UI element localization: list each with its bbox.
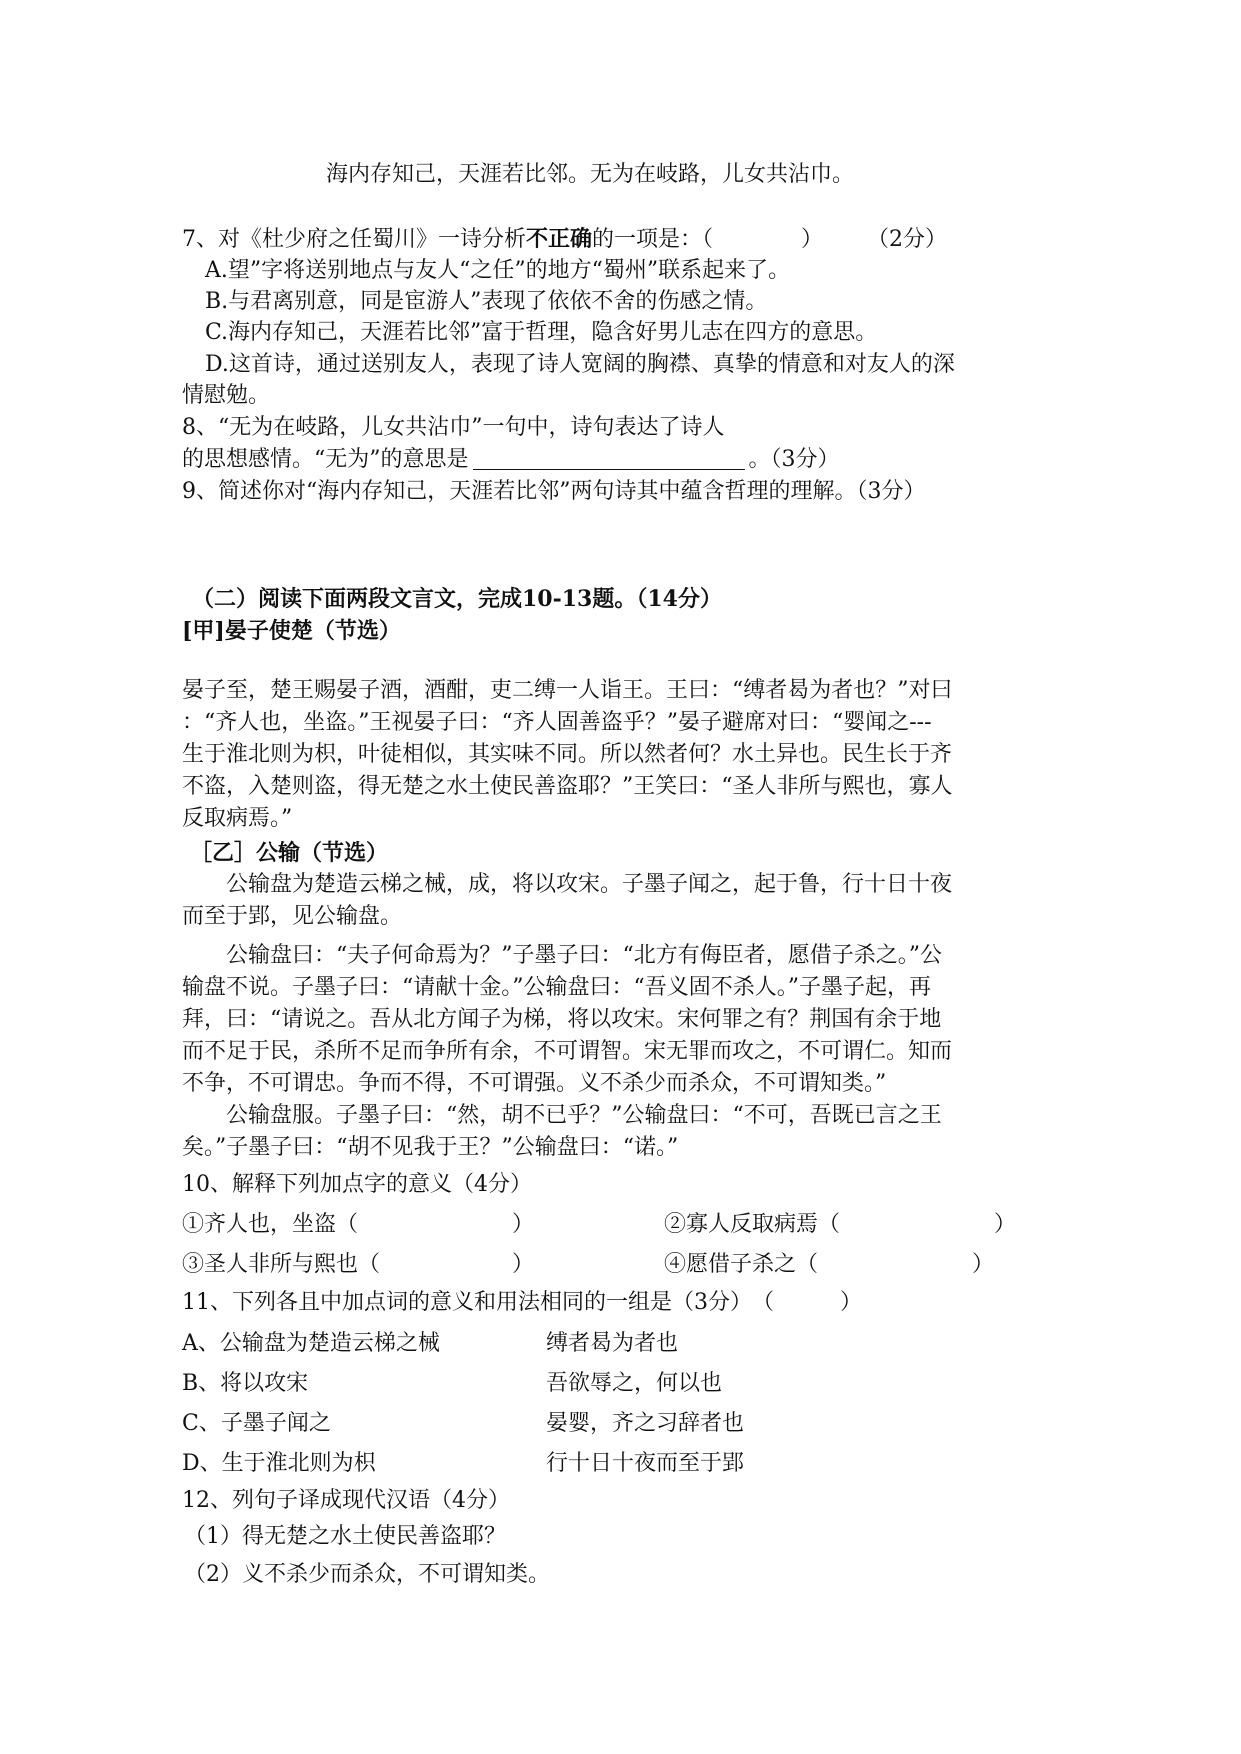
q7-stem-c: 的一项是：（ ） （2分）	[592, 227, 948, 252]
passage-yi-line: 公输盘服。子墨子曰：“然，胡不已乎？”公输盘曰：“不可，吾既已言之王	[182, 1103, 942, 1128]
q10-item-2: ②寡人反取病焉（ ）	[664, 1212, 1017, 1237]
passage-yi-line: 拜，曰：“请说之。吾从北方闻子为梯，将以攻宋。宋何罪之有？荆国有余于地	[182, 1007, 942, 1032]
passage-yi-line: 公输盘曰：“夫子何命焉为？”子墨子曰：“北方有侮臣者，愿借子杀之。”公	[182, 943, 942, 968]
passage-jia-line: ：“齐人也，坐盗。”王视晏子曰：“齐人固善盗乎？”晏子避席对曰：“婴闻之---	[182, 710, 932, 735]
q10-item-1: ①齐人也，坐盗（ ）	[182, 1212, 535, 1237]
question-8-line2	[182, 445, 840, 475]
passage-jia-line: 晏子至，楚王赐晏子酒，酒酣，吏二缚一人诣王。王曰：“缚者曷为者也？”对曰	[182, 678, 953, 703]
q11-option-c-right: 晏婴，齐之习辞者也	[546, 1411, 745, 1436]
q7-option-d-line2: 情慰勉。	[182, 383, 271, 408]
q11-option-a-right: 缚者曷为者也	[546, 1331, 679, 1356]
q11-option-d-right: 行十日十夜而至于郢	[546, 1451, 745, 1476]
passage-yi-line: 不争，不可谓忠。争而不得，不可谓强。义不杀少而杀众，不可谓知类。”	[182, 1071, 887, 1096]
passage-yi-line: 公输盘为楚造云梯之械，成，将以攻宋。子墨子闻之，起于鲁，行十日十夜	[182, 872, 953, 897]
poem-line: 海内存知己，天涯若比邻。无为在岐路，儿女共沾巾。	[326, 162, 855, 187]
question-12-stem: 12、列句子译成现代汉语（4分）	[182, 1488, 510, 1513]
question-10-stem: 10、解释下列加点字的意义（4分）	[182, 1172, 532, 1197]
q7-option-c: C.海内存知己，天涯若比邻”富于哲理，隐含好男儿志在四方的意思。	[205, 320, 878, 345]
q11-option-b-left: B、将以攻宋	[182, 1371, 309, 1396]
passage-yi-title: ［乙］公输（节选）	[190, 840, 389, 866]
q11-option-a-left: A、公输盘为楚造云梯之械	[182, 1331, 440, 1356]
q7-option-b: B.与君离别意，同是宦游人”表现了依依不舍的伤感之情。	[205, 289, 768, 314]
q7-option-a: A.望”字将送别地点与友人“之任”的地方“蜀州”联系起来了。	[205, 258, 791, 283]
q8-line2-b: 。（3分）	[748, 447, 840, 472]
q11-option-c-left: C、子墨子闻之	[182, 1411, 331, 1436]
q7-stem-a: 7、对《杜少府之任蜀川》一诗分析	[182, 227, 526, 252]
q10-item-3: ③圣人非所与熙也（ ）	[182, 1252, 535, 1277]
q11-option-d-left: D、生于淮北则为枳	[182, 1451, 376, 1476]
passage-jia-title: [甲]晏子使楚（节选）	[182, 618, 401, 644]
question-11-stem: 11、下列各且中加点词的意义和用法相同的一组是（3分） （ ）	[182, 1290, 862, 1315]
q7-option-d-line1: D.这首诗，通过送别友人，表现了诗人宽阔的胸襟、真挚的情意和对友人的深	[205, 352, 955, 377]
question-8-line1: 8、“无为在岐路，儿女共沾巾”一句中，诗句表达了诗人	[182, 415, 725, 440]
passage-jia-line: 反取病焉。”	[182, 806, 293, 831]
passage-jia-line: 不盗，入楚则盗，得无楚之水土使民善盗耶？”王笑曰：“圣人非所与熙也，寡人	[182, 774, 953, 799]
q12-item-2: （2）义不杀少而杀众，不可谓知类。	[184, 1562, 550, 1587]
q12-item-1: （1）得无楚之水土使民善盗耶？	[184, 1524, 506, 1549]
passage-yi-line: 矣。”子墨子曰：“胡不见我于王？”公输盘曰：“诺。”	[182, 1135, 679, 1160]
passage-yi-line: 而至于郢，见公输盘。	[182, 904, 403, 929]
q7-emphasis: 不正确	[526, 226, 593, 252]
question-7-stem	[182, 224, 947, 255]
q10-item-4: ④愿借子杀之（ ）	[664, 1252, 995, 1277]
passage-yi-line: 而不足于民，杀所不足而争所有余，不可谓智。宋无罪而攻之，不可谓仁。知而	[182, 1039, 953, 1064]
q8-answer-blank[interactable]	[473, 447, 745, 470]
q8-line2-a: 的思想感情。“无为”的意思是	[182, 447, 469, 472]
section-2-heading: （二）阅读下面两段文言文，完成10-13题。（14分）	[192, 586, 722, 612]
passage-yi-line: 输盘不说。子墨子曰：“请献十金。”公输盘曰：“吾义固不杀人。”子墨子起，再	[182, 975, 931, 1000]
passage-jia-line: 生于淮北则为枳，叶徒相似，其实味不同。所以然者何？水土异也。民生长于齐	[182, 742, 953, 767]
question-9: 9、简述你对“海内存知己，天涯若比邻”两句诗其中蕴含哲理的理解。（3分）	[182, 479, 926, 504]
q11-option-b-right: 吾欲辱之，何以也	[546, 1371, 723, 1396]
